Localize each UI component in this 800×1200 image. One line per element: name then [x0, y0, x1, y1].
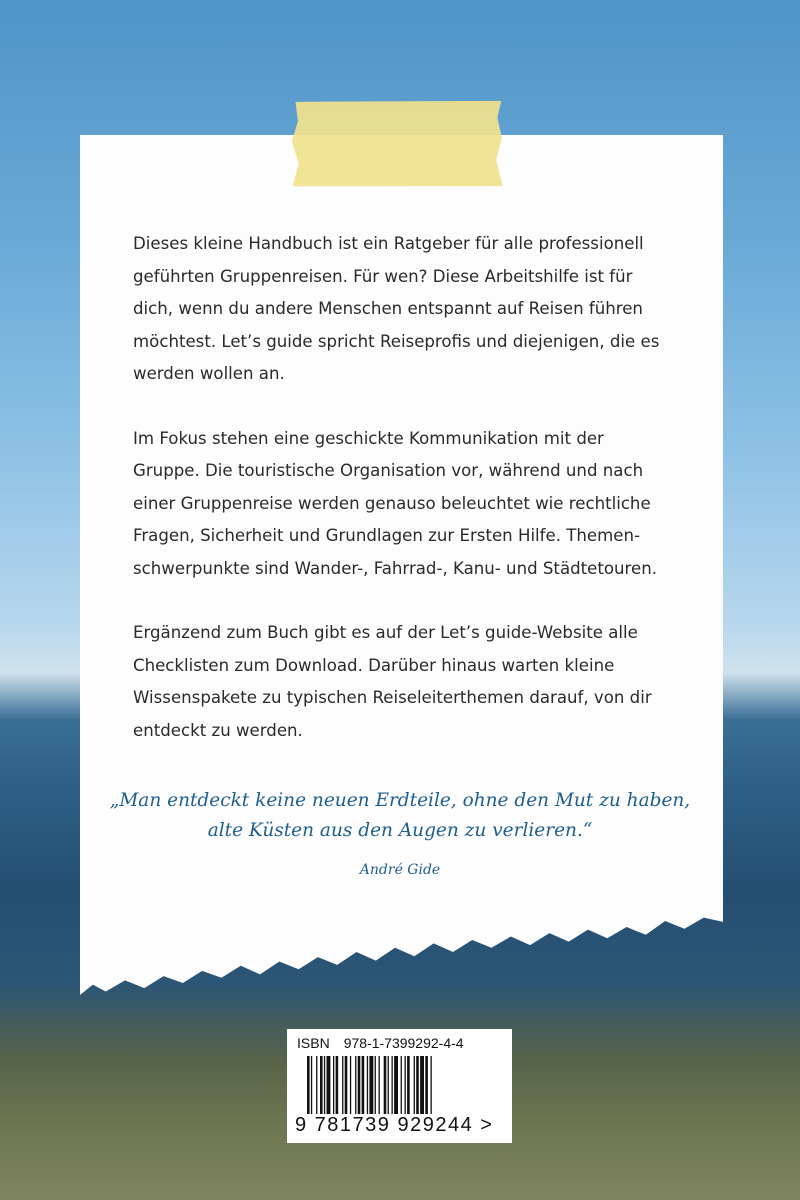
paragraph-focus: Im Fokus stehen eine geschickte Kommunikation mit der Gruppe. Die touristische Organisation vor, während und nach einer Gruppenreise werden genauso beleuchtet wie rechtliche Fragen, Sicherheit und Grundlagen zur Ersten Hilfe. Themenschwerpunkte sind Wander-, Fahrrad-, Kanu- und Städtetouren.	[133, 428, 657, 578]
isbn-text	[297, 1035, 478, 1051]
quote-author: André Gide	[359, 862, 441, 878]
isbn-barcode	[287, 1029, 512, 1143]
isbn-number: 978-1-7399292-4-4	[343, 1035, 464, 1051]
quote-line-2: alte Küsten aus den Augen zu verlieren.“	[207, 820, 593, 841]
isbn-label: ISBN	[297, 1035, 330, 1051]
barcode-bars-icon	[307, 1056, 492, 1114]
adhesive-tape	[291, 98, 503, 190]
paragraph-website: Ergänzend zum Buch gibt es auf der Let’s guide-Website alle Checklisten zum Download. Darüber hinaus warten kleine Wissenspakete zu typischen Reiseleiterthemen darauf, von dir entdeckt zu werden.	[133, 623, 652, 740]
barcode-digits: 9 781739 929244 >	[295, 1114, 494, 1136]
paragraph-intro: Dieses kleine Handbuch ist ein Ratgeber für alle professionell geführten Gruppenreisen. Für wen? Diese Arbeitshilfe ist für dich, wenn du andere Menschen entspannt auf Reisen führen möchtest. Let’s guide spricht Reiseprofis und diejenigen, die es werden wollen an.	[133, 234, 660, 383]
quote-line-1: „Man entdeckt keine neuen Erdteile, ohne den Mut zu haben,	[109, 790, 691, 811]
blurb-text	[133, 228, 673, 779]
